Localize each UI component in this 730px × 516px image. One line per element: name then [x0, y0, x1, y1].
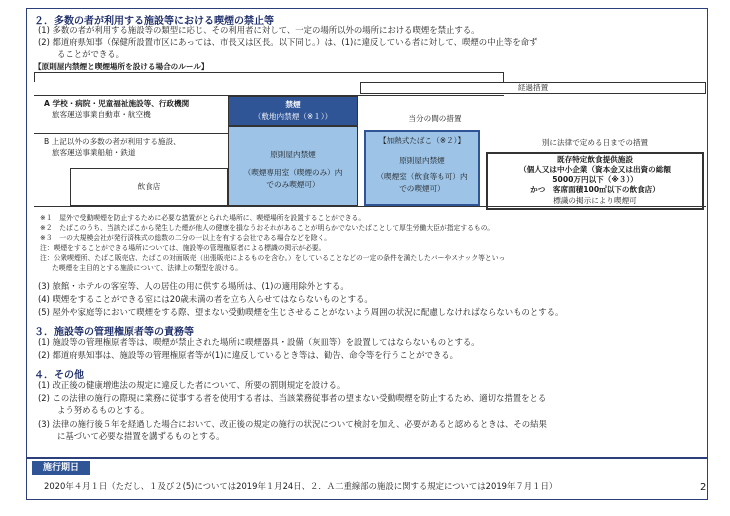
s2-p3: (3) 旅館・ホテルの客室等、人の居住の用に供する場所は、(1)の適用除外とする。: [38, 281, 349, 291]
s4-p3b: に基づいて必要な措置を講ずるものとする。: [57, 431, 225, 441]
s4-p1: (1) 改正後の健康増進法の規定に違反した者について、所要の罰則規定を設ける。: [38, 380, 346, 390]
note-4: 注：喫煙をすることができる場所については、施設等の管理権原者による標識の掲示が必要。: [40, 244, 326, 252]
note-3: ※３ 一の大規模会社が発行済株式の総数の二分の一以上を有する会社である場合などを除く。: [40, 234, 332, 242]
kinen-label: 禁煙: [285, 100, 301, 109]
page-number: 2: [700, 482, 707, 493]
diagram-top-bar: [34, 72, 504, 82]
kison-line2: （個人又は中小企業（資本金又は出資の総額: [519, 165, 671, 174]
kinen-sub: （敷地内禁煙（※１））: [253, 112, 333, 121]
s2-p1: (1) 多数の者が利用する施設等の類型に応じ、その利用者に対して、一定の場所以外の場所における喫煙を禁止する。: [38, 25, 480, 35]
rowB-line2: 旅客運送事業船舶・鉄道: [52, 148, 136, 157]
divider: [34, 206, 706, 207]
s3-p1: (1) 施設等の管理権原者等は、喫煙が禁止された場所に喫煙器具・設備（灰皿等）を設置してはならないものとする。: [38, 337, 480, 347]
kison-line3: 5000万円以下（※３））: [552, 175, 638, 184]
effective-date-text: 2020年４月１日（ただし、１及び２(5)については2019年１月24日、２．Ａ二重線部の施設に関する規定については2019年７月１日）: [44, 481, 558, 491]
rowA-line1: A 学校・病院・児童福祉施設等、行政機関: [44, 99, 190, 108]
note-5a: 注：公衆喫煙所、たばこ販売店、たばこの対面販売（出張販売によるものを含む。）をしていることなどの一定の条件を満たしたバーやスナック等といっ: [40, 254, 506, 262]
kison-line4: かつ 客席面積100㎡以下の飲食店）: [530, 185, 660, 194]
rule-title: 【原則屋内禁煙と喫煙場所を設ける場合のルール】: [34, 62, 209, 71]
rowB-line1: B 上記以外の多数の者が利用する施設、: [44, 137, 181, 146]
kanetsu-line1: 原則屋内禁煙: [399, 156, 445, 165]
okunai-line2: でのみ喫煙可）: [266, 180, 320, 189]
s4-p2b: よう努めるものとする。: [57, 405, 150, 415]
effective-date-title: 施行期日: [32, 461, 90, 475]
toubun-label: 当分の間の措置: [408, 114, 462, 123]
note-5b: た喫煙を主目的とする施設について、法律上の類型を設ける。: [52, 264, 243, 272]
okunai-line1: （喫煙専用室（喫煙のみ）内: [243, 168, 343, 177]
divider: [34, 133, 228, 134]
note-2: ※２ たばこのうち、当該たばこから発生した煙が他人の健康を損なうおそれがあることが明らかでないたばことして厚生労働大臣が指定するもの。: [40, 224, 495, 232]
section2-heading: ２．多数の者が利用する施設等における喫煙の禁止等: [34, 16, 274, 27]
okunai-box: [228, 126, 358, 206]
effective-date-frame: [26, 458, 708, 500]
s3-p2: (2) 都道府県知事は、施設等の管理権原者等が(1)に違反しているとき等は、勧告、命令等を行うことができる。: [38, 350, 459, 360]
rowA-line2: 旅客運送事業自動車・航空機: [52, 110, 151, 119]
s2-p2b: ることができる。: [57, 49, 124, 59]
s2-p2a: (2) 都道府県知事（保健所設置市区にあっては、市長又は区長。以下同じ。）は、(1)に違反している者に対して、喫煙の中止等を命ず: [38, 37, 538, 47]
s2-p5: (5) 屋外や家庭等において喫煙をする際、望まない受動喫煙を生じさせることがないよう周囲の状況に配慮しなければならないものとする。: [38, 307, 564, 317]
section4-heading: ４．その他: [34, 370, 84, 381]
kison-line1: 既存特定飲食提供施設: [557, 155, 633, 164]
section3-heading: ３．施設等の管理権原者等の責務等: [34, 327, 194, 338]
s4-p2a: (2) この法律の施行の際現に業務に従事する者を使用する者は、当該業務従事者の望まない受動喫煙を防止するため、適切な措置をとる: [38, 393, 547, 403]
betsu-label: 別に法律で定める日までの措置: [541, 138, 649, 147]
kison-line5: 標識の掲示により喫煙可: [553, 196, 637, 205]
kanetsu-line2: （喫煙室（飲食等も可）内: [376, 172, 468, 181]
okunai-title: 原則屋内禁煙: [270, 150, 316, 159]
transition-header: 経過措置: [517, 83, 549, 92]
s2-p4: (4) 喫煙をすることができる室には20歳未満の者を立ち入らせてはならないものとする。: [38, 294, 373, 304]
kanetsu-title: 【加熱式たばこ（※２）】: [378, 136, 466, 145]
note-1: ※１ 屋外で受動喫煙を防止するために必要な措置がとられた場所に、喫煙場所を設置することができる。: [40, 214, 366, 222]
inshoku-label: 飲食店: [137, 182, 161, 191]
s4-p3a: (3) 法律の施行後５年を経過した場合において、改正後の規定の施行の状況について検討を加え、必要があると認めるときは、その結果: [38, 419, 547, 429]
kanetsu-line3: での喫煙可）: [399, 184, 445, 193]
